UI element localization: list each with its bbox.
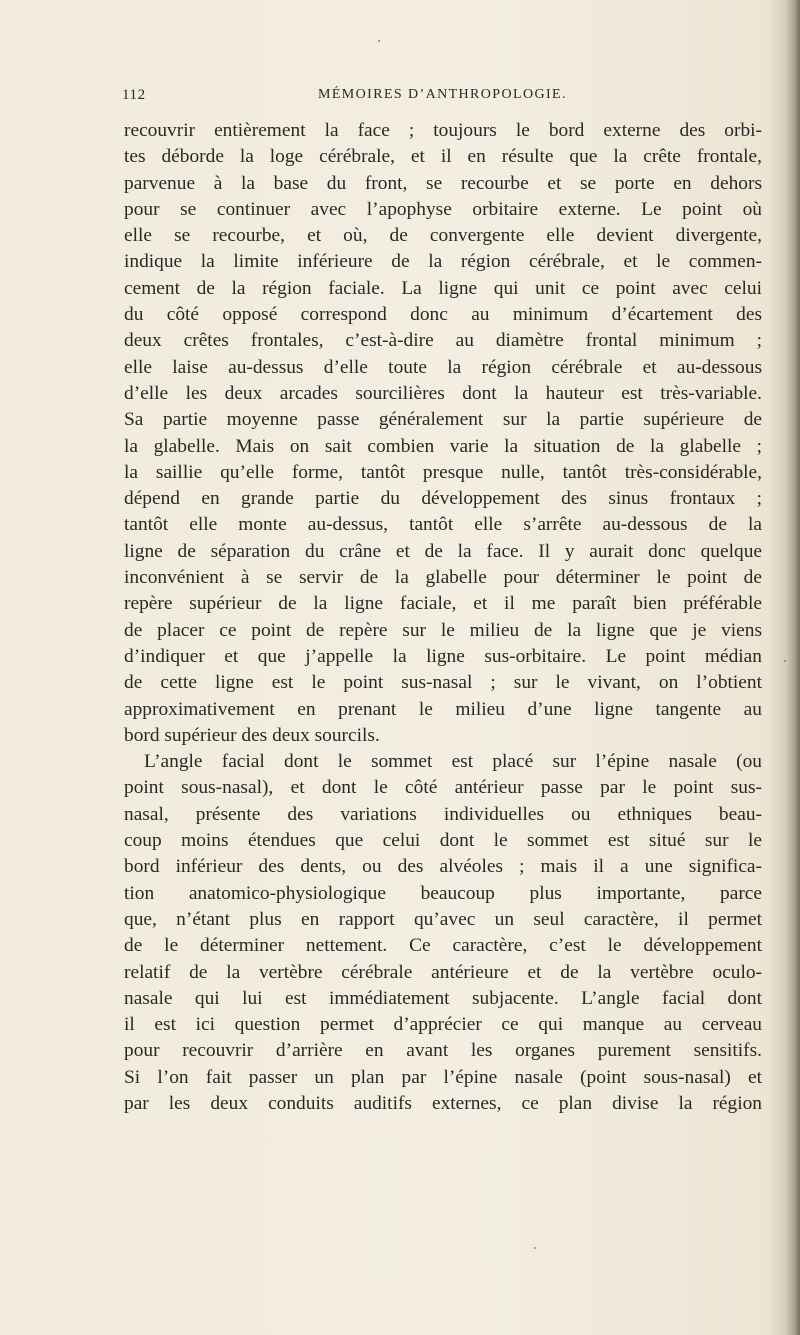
text-line: deux crêtes frontales, c’est-à-dire au diamètre frontal minimum ; xyxy=(124,330,762,352)
text-line: parvenue à la base du front, se recourbe et se porte en dehors xyxy=(124,172,762,194)
text-line: du côté opposé correspond donc au minimum d’écartement des xyxy=(124,304,762,326)
text-line: la glabelle. Mais on sait combien varie la situation de la glabelle ; xyxy=(124,435,762,457)
text-line: indique la limite inférieure de la région cérébrale, et le commen- xyxy=(124,251,762,273)
text-line: il est ici question permet d’apprécier ce qui manque au cerveau xyxy=(124,1014,762,1036)
text-line: ligne de séparation du crâne et de la face. Il y aurait donc quelque xyxy=(124,540,762,562)
text-line: tantôt elle monte au-dessus, tantôt elle s’arrête au-dessous de la xyxy=(124,514,762,536)
text-line: relatif de la vertèbre cérébrale antérieure et de la vertèbre oculo- xyxy=(124,961,762,983)
text-line: approximativement en prenant le milieu d’une ligne tangente au xyxy=(124,698,762,720)
text-line: d’elle les deux arcades sourcilières dont la hauteur est très-variable. xyxy=(124,382,762,404)
text-line: tes déborde la loge cérébrale, et il en résulte que la crête frontale, xyxy=(124,146,762,168)
text-line: la saillie qu’elle forme, tantôt presque nulle, tantôt très-considérable, xyxy=(124,461,762,483)
page-number: 112 xyxy=(122,87,146,103)
text-line: Si l’on fait passer un plan par l’épine nasale (point sous-nasal) et xyxy=(124,1066,762,1088)
paragraph-2 xyxy=(124,749,762,1117)
text-line: dépend en grande partie du développement des sinus frontaux ; xyxy=(124,488,762,510)
text-line: que, n’étant plus en rapport qu’avec un seul caractère, il permet xyxy=(124,908,762,930)
body-text xyxy=(124,118,762,1117)
text-line: cement de la région faciale. La ligne qui unit ce point avec celui xyxy=(124,277,762,299)
paper-speck xyxy=(534,1247,536,1249)
text-line: Sa partie moyenne passe généralement sur la partie supérieure de xyxy=(124,409,762,431)
text-line: d’indiquer et que j’appelle la ligne sus-orbitaire. Le point médian xyxy=(124,645,762,667)
text-line: pour se continuer avec l’apophyse orbitaire externe. Le point où xyxy=(124,198,762,220)
paper-speck xyxy=(784,660,786,662)
text-line: point sous-nasal), et dont le côté antérieur passe par le point sus- xyxy=(124,777,762,799)
text-line: nasal, présente des variations individuelles ou ethniques beau- xyxy=(124,803,762,825)
page-edge-shadow xyxy=(786,0,800,1335)
text-line: de placer ce point de repère sur le milieu de la ligne que je viens xyxy=(124,619,762,641)
paper-speck xyxy=(378,40,380,42)
text-line: tion anatomico-physiologique beaucoup plus importante, parce xyxy=(124,882,762,904)
text-line: inconvénient à se servir de la glabelle pour déterminer le point de xyxy=(124,567,762,589)
text-line: pour recouvrir d’arrière en avant les organes purement sensitifs. xyxy=(124,1040,762,1062)
text-line: bord inférieur des dents, ou des alvéoles ; mais il a une significa- xyxy=(124,856,762,878)
text-line: nasale qui lui est immédiatement subjacente. L’angle facial dont xyxy=(124,987,762,1009)
running-header xyxy=(122,87,762,107)
running-title: MÉMOIRES D’ANTHROPOLOGIE. xyxy=(318,87,567,102)
text-line: elle laise au-dessus d’elle toute la région cérébrale et au-dessous xyxy=(124,356,762,378)
text-line: de cette ligne est le point sus-nasal ; sur le vivant, on l’obtient xyxy=(124,672,762,694)
text-line: recouvrir entièrement la face ; toujours le bord externe des orbi- xyxy=(124,120,762,141)
paragraph-1 xyxy=(124,118,762,749)
text-line: par les deux conduits auditifs externes, ce plan divise la région xyxy=(124,1092,762,1114)
text-line: elle se recourbe, et où, de convergente elle devient divergente, xyxy=(124,225,762,247)
text-line: de le déterminer nettement. Ce caractère, c’est le développement xyxy=(124,935,762,957)
text-line: repère supérieur de la ligne faciale, et il me paraît bien préférable xyxy=(124,593,762,615)
text-line: bord supérieur des deux sourcils. xyxy=(124,724,380,746)
text-line: coup moins étendues que celui dont le sommet est situé sur le xyxy=(124,830,762,852)
text-line: L’angle facial dont le sommet est placé sur l’épine nasale (ou xyxy=(144,751,762,773)
